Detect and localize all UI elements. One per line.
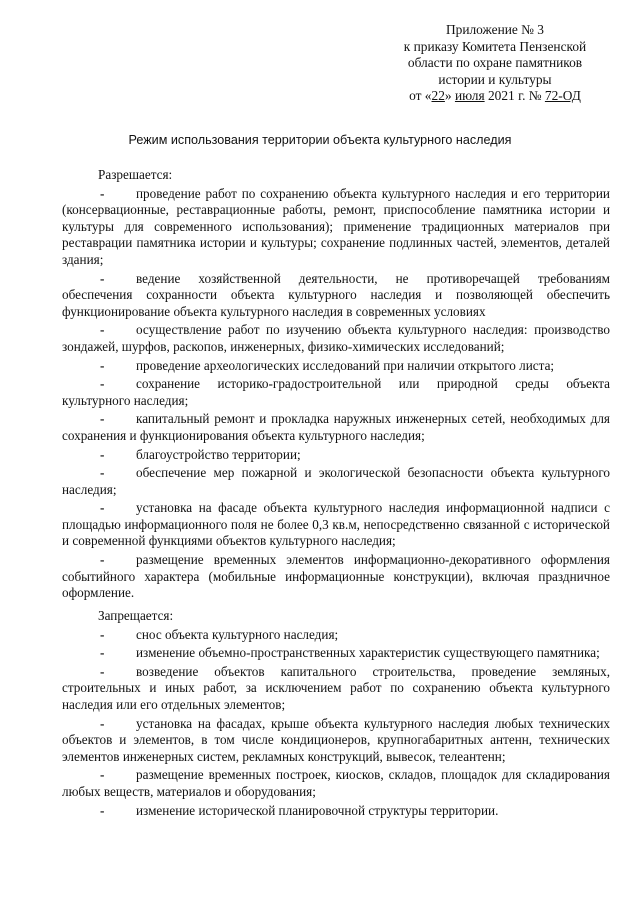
header-year: 2021 г. № xyxy=(484,88,545,104)
bullet-dash: - xyxy=(100,802,105,818)
header-date-mid: » xyxy=(444,88,455,104)
allowed-item xyxy=(62,376,610,409)
bullet-dash: - xyxy=(100,376,105,392)
header-line-2: к приказу Комитета Пензенской xyxy=(403,38,587,54)
forbidden-list xyxy=(62,627,610,820)
forbidden-item xyxy=(62,716,610,766)
header-month: июля xyxy=(454,88,485,104)
forbidden-item-text: установка на фасадах, крыше объекта культурного наследия любых технических объектов и элементов, в том числе кондиционеров, крупногабаритных антенн, технических элементов инженерных систем, рекламных конструкций, вывесок, телеантенн; xyxy=(62,715,610,764)
forbidden-item-text: размещение временных построек, киосков, складов, площадок для складирования любых веществ, материалов и оборудования; xyxy=(62,767,610,799)
allowed-item-text: осуществление работ по изучению объекта культурного наследия: производство зондажей, шурфов, раскопов, инженерных, физико-химических исследований; xyxy=(62,322,610,354)
allowed-item-text: установка на фасаде объекта культурного наследия информационной надписи с площадью информационного поля не более 0,3 кв.м, непосредственно связанной с исторической и современной функциями объектов культурного наследия; xyxy=(62,500,610,549)
forbidden-item-text: возведение объектов капитального строительства, проведение земляных, строительных и иных работ, за исключением работ по сохранению объекта культурного наследия или его отдельных элементов; xyxy=(62,663,610,712)
allowed-item xyxy=(62,358,610,375)
appendix-header xyxy=(380,22,610,105)
allowed-item xyxy=(62,322,610,355)
forbidden-item xyxy=(62,645,610,662)
bullet-dash: - xyxy=(100,270,105,286)
allowed-item-text: проведение работ по сохранению объекта культурного наследия и его территории (консервационные, реставрационные работы, ремонт, приспособление памятника истории и культуры для современного использования); применение традиционных материалов при реставрации памятника истории и культуры; сохранение подлинных частей, элементов, деталей здания; xyxy=(62,185,610,267)
header-line-5 xyxy=(380,88,610,105)
forbidden-label: Запрещается: xyxy=(98,608,174,623)
allowed-item-text: размещение временных элементов информационно-декоративного оформления событийного характера (мобильные информационные конструкции), включая праздничное оформление. xyxy=(62,552,610,601)
header-line-3: области по охране памятников xyxy=(407,55,583,71)
allowed-item xyxy=(62,500,610,550)
header-line-4: истории и культуры xyxy=(438,71,552,87)
allowed-item xyxy=(62,552,610,602)
allowed-item-text: сохранение историко-градостроительной или природной среды объекта культурного наследия; xyxy=(62,376,610,408)
forbidden-section xyxy=(62,608,610,821)
forbidden-item-text: изменение объемно-пространственных характеристик существующего памятника; xyxy=(136,645,600,661)
bullet-dash: - xyxy=(100,446,105,462)
forbidden-item xyxy=(62,664,610,714)
allowed-list xyxy=(62,186,610,602)
bullet-dash: - xyxy=(100,322,105,338)
header-line-1: Приложение № 3 xyxy=(445,22,545,37)
bullet-dash: - xyxy=(100,465,105,481)
allowed-section xyxy=(62,167,610,604)
allowed-item xyxy=(62,465,610,498)
forbidden-item-text: изменение исторической планировочной структуры территории. xyxy=(136,802,499,818)
allowed-item-text: благоустройство территории; xyxy=(136,446,301,462)
bullet-dash: - xyxy=(100,357,105,373)
allowed-item xyxy=(62,186,610,269)
bullet-dash: - xyxy=(100,626,105,642)
bullet-dash: - xyxy=(100,185,105,201)
forbidden-item xyxy=(62,627,610,644)
allowed-item-text: проведение археологических исследований при наличии открытого листа; xyxy=(136,357,555,373)
allowed-item-text: ведение хозяйственной деятельности, не противоречащей требованиям обеспечения сохранности объекта культурного наследия и позволяющей обеспечить функционирование объекта культурного наследия в современных условиях xyxy=(62,270,610,319)
header-day: 22 xyxy=(431,88,445,104)
bullet-dash: - xyxy=(100,645,105,661)
allowed-item xyxy=(62,271,610,321)
bullet-dash: - xyxy=(100,552,105,568)
allowed-item xyxy=(62,447,610,464)
allowed-item-text: капитальный ремонт и прокладка наружных инженерных сетей, необходимых для сохранения и функционирования объекта культурного наследия; xyxy=(62,411,610,443)
bullet-dash: - xyxy=(100,411,105,427)
allowed-item-text: обеспечение мер пожарной и экологической безопасности объекта культурного наследия; xyxy=(62,465,610,497)
bullet-dash: - xyxy=(100,767,105,783)
bullet-dash: - xyxy=(100,500,105,516)
allowed-item xyxy=(62,411,610,444)
header-number: 72-ОД xyxy=(544,88,581,104)
allowed-label: Разрешается: xyxy=(98,167,173,182)
bullet-dash: - xyxy=(100,663,105,679)
document-title: Режим использования территории объекта культурного наследия xyxy=(128,133,512,147)
header-date-prefix: от « xyxy=(409,88,432,104)
bullet-dash: - xyxy=(100,715,105,731)
forbidden-item xyxy=(62,803,610,820)
forbidden-item xyxy=(62,767,610,800)
forbidden-item-text: снос объекта культурного наследия; xyxy=(136,626,339,642)
